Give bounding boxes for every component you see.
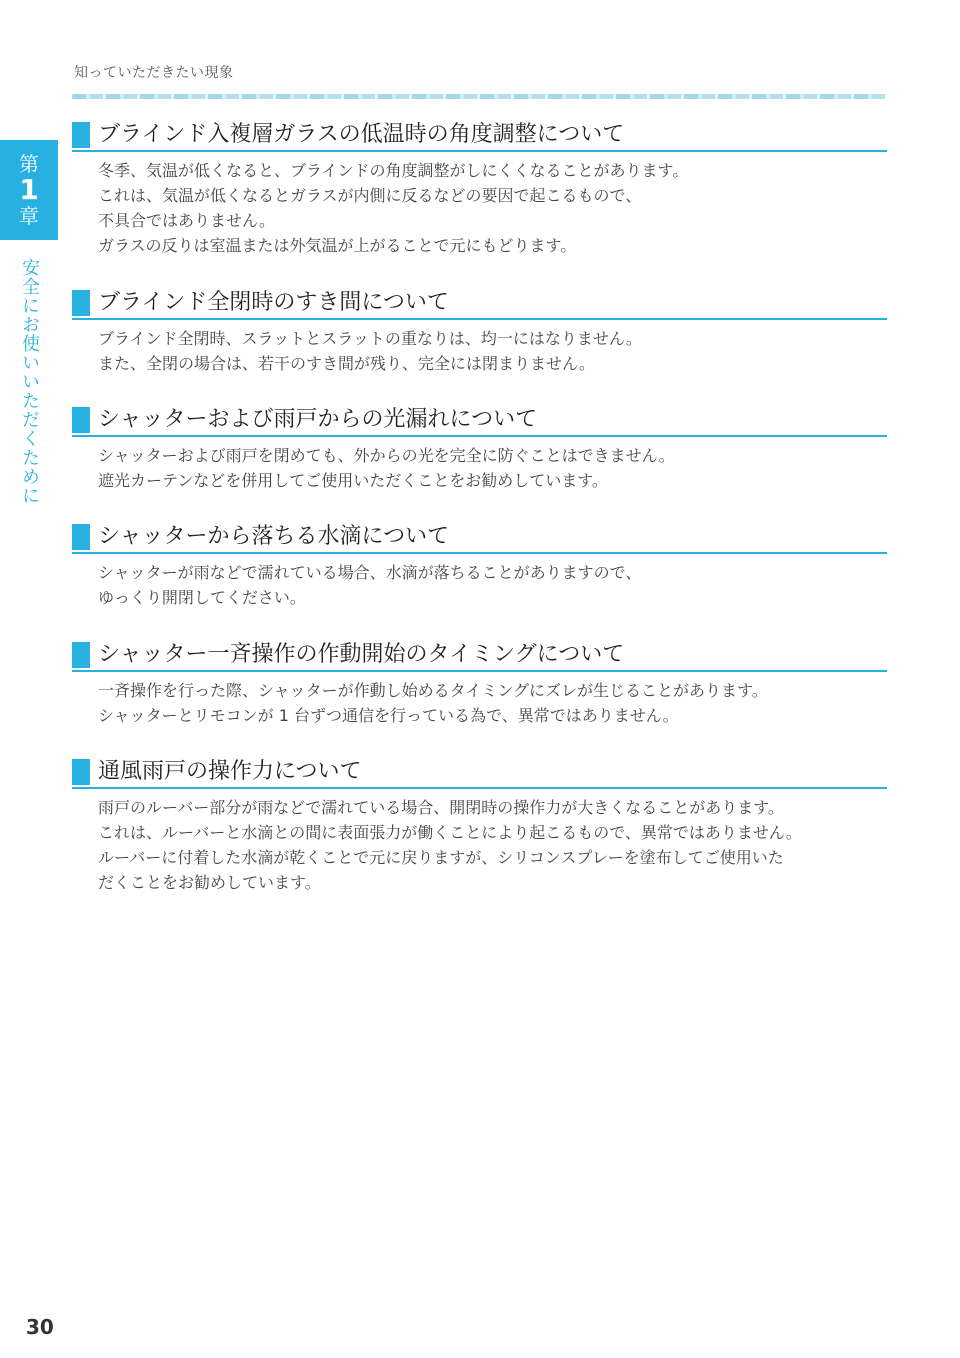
section-body — [98, 443, 887, 493]
section-title: シャッター一斉操作の作動開始のタイミングについて — [98, 642, 625, 667]
body-line: シャッターが雨などで濡れている場合、水滴が落ちることがありますので、 — [98, 563, 642, 582]
heading-marker — [72, 524, 90, 550]
section-blind-angle — [72, 120, 887, 258]
section-title: シャッターおよび雨戸からの光漏れについて — [98, 407, 538, 432]
body-line: ゆっくり開閉してください。 — [98, 588, 306, 607]
heading-marker — [72, 642, 90, 668]
running-header: 知っていただきたい現象 — [74, 65, 234, 81]
page-number: 30 — [26, 1315, 54, 1339]
section-body — [98, 560, 887, 610]
section-shutter-water — [72, 522, 887, 610]
header-divider — [72, 94, 886, 99]
section-shutter-light — [72, 405, 887, 493]
section-title: ブラインド入複層ガラスの低温時の角度調整について — [98, 122, 625, 147]
section-body — [98, 326, 887, 376]
body-line: 遮光カーテンなどを併用してご使用いただくことをお勧めしています。 — [98, 471, 608, 490]
section-body — [98, 158, 887, 258]
chapter-suffix: 章 — [19, 204, 39, 228]
body-line: 不具合ではありません。 — [98, 211, 275, 230]
section-heading — [72, 288, 887, 320]
chapter-number: 1 — [19, 173, 39, 206]
body-line: ルーバーに付着した水滴が乾くことで元に戻りますが、シリコンスプレーを塗布してご使用いた — [98, 848, 784, 867]
section-title: ブラインド全閉時のすき間について — [98, 290, 449, 315]
body-line: 一斉操作を行った際、シャッターが作動し始めるタイミングにズレが生じることがあります。 — [98, 681, 768, 700]
chapter-tab — [0, 140, 58, 240]
body-line: ガラスの反りは室温または外気温が上がることで元にもどります。 — [98, 236, 577, 255]
body-line: 冬季、気温が低くなると、ブラインドの角度調整がしにくくなることがあります。 — [98, 161, 689, 180]
section-shutter-force — [72, 757, 887, 895]
section-shutter-timing — [72, 640, 887, 728]
heading-marker — [72, 759, 90, 785]
section-title: 通風雨戸の操作力について — [98, 759, 362, 784]
body-line: シャッターおよび雨戸を閉めても、外からの光を完全に防ぐことはできません。 — [98, 446, 675, 465]
section-heading — [72, 522, 887, 554]
heading-marker — [72, 407, 90, 433]
body-line: これは、気温が低くなるとガラスが内側に反るなどの要因で起こるもので、 — [98, 186, 642, 205]
section-body — [98, 678, 887, 728]
section-title: シャッターから落ちる水滴について — [98, 524, 450, 549]
section-heading — [72, 640, 887, 672]
body-line: ブラインド全閉時、スラットとスラットの重なりは、均一にはなりません。 — [98, 329, 642, 348]
section-heading — [72, 120, 887, 152]
heading-marker — [72, 122, 90, 148]
section-blind-gap — [72, 288, 887, 376]
heading-marker — [72, 290, 90, 316]
section-body — [98, 795, 887, 895]
body-line: シャッターとリモコンが 1 台ずつ通信を行っている為で、異常ではありません。 — [98, 706, 679, 725]
section-heading — [72, 757, 887, 789]
body-line: だくことをお勧めしています。 — [98, 873, 321, 892]
chapter-prefix: 第 — [19, 152, 39, 176]
body-line: 雨戸のルーバー部分が雨などで濡れている場合、開閉時の操作力が大きくなることがあります。 — [98, 798, 784, 817]
chapter-side-title: 安全にお使いいただくために — [19, 258, 40, 505]
body-line: また、全閉の場合は、若干のすき間が残り、完全には閉まりません。 — [98, 354, 595, 373]
body-line: これは、ルーバーと水滴との間に表面張力が働くことにより起こるもので、異常ではありません。 — [98, 823, 802, 842]
section-heading — [72, 405, 887, 437]
